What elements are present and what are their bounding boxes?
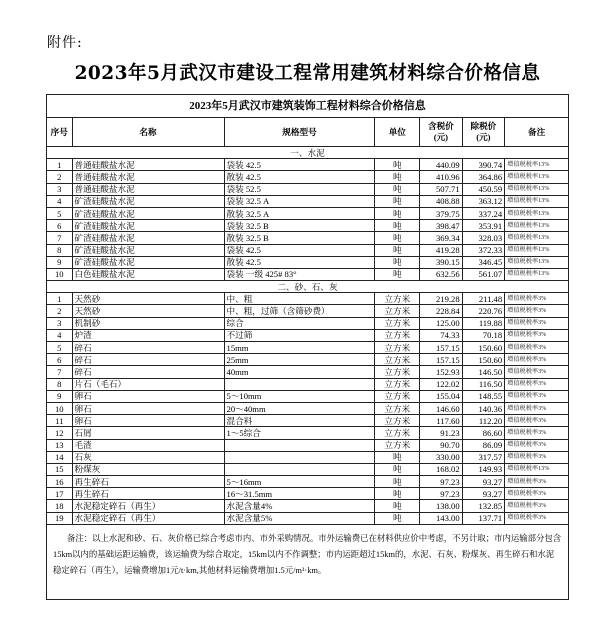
- header-no: 序号: [47, 118, 73, 147]
- cell-tax-excl: 146.50: [462, 366, 505, 378]
- cell-tax-incl: 122.02: [420, 378, 463, 390]
- cell-unit: 吨: [375, 207, 420, 219]
- cell-note: 增值税税率3%: [505, 305, 569, 317]
- cell-note: 增值税税率3%: [505, 402, 569, 414]
- cell-tax-excl: 93.27: [462, 476, 505, 488]
- cell-tax-incl: 146.60: [420, 402, 463, 414]
- cell-no: 1: [47, 293, 73, 305]
- cell-spec: 袋装 一级 425# 83°: [224, 268, 375, 280]
- cell-unit: 吨: [375, 463, 420, 475]
- cell-tax-excl: 119.88: [462, 317, 505, 329]
- section-header-row: [47, 147, 569, 159]
- cell-name: 矿渣硅酸盐水泥: [72, 220, 224, 232]
- table-row: [47, 463, 569, 475]
- cell-name: 天然砂: [72, 305, 224, 317]
- cell-name: 普通硅酸盐水泥: [72, 159, 224, 171]
- cell-name: 石灰: [72, 451, 224, 463]
- cell-unit: 吨: [375, 488, 420, 500]
- cell-spec: [224, 451, 375, 463]
- table-row: [47, 268, 569, 280]
- cell-unit: 吨: [375, 183, 420, 195]
- cell-tax-incl: 97.23: [420, 488, 463, 500]
- cell-tax-incl: 117.60: [420, 415, 463, 427]
- table-row: [47, 317, 569, 329]
- cell-name: 卵石: [72, 402, 224, 414]
- cell-spec: 25mm: [224, 354, 375, 366]
- cell-spec: 不过筛: [224, 329, 375, 341]
- cell-tax-excl: 372.33: [462, 244, 505, 256]
- table-row: [47, 244, 569, 256]
- table-row: [47, 293, 569, 305]
- cell-tax-excl: 137.71: [462, 512, 505, 524]
- cell-name: 卵石: [72, 415, 224, 427]
- cell-tax-excl: 450.59: [462, 183, 505, 195]
- cell-tax-excl: 140.36: [462, 402, 505, 414]
- cell-no: 9: [47, 256, 73, 268]
- table-row: [47, 390, 569, 402]
- cell-tax-incl: 138.00: [420, 500, 463, 512]
- header-note: 备注: [505, 118, 569, 147]
- cell-name: 白色硅酸盐水泥: [72, 268, 224, 280]
- cell-tax-excl: 148.55: [462, 390, 505, 402]
- cell-unit: 吨: [375, 195, 420, 207]
- cell-name: 矿渣硅酸盐水泥: [72, 244, 224, 256]
- cell-no: 3: [47, 317, 73, 329]
- cell-tax-incl: 390.15: [420, 256, 463, 268]
- cell-tax-excl: 317.57: [462, 451, 505, 463]
- cell-no: 11: [47, 415, 73, 427]
- cell-tax-incl: 379.75: [420, 207, 463, 219]
- cell-no: 4: [47, 195, 73, 207]
- table-row: [47, 183, 569, 195]
- cell-spec: 水泥含量4%: [224, 500, 375, 512]
- cell-tax-incl: 410.96: [420, 171, 463, 183]
- table-row: [47, 342, 569, 354]
- cell-tax-excl: 70.18: [462, 329, 505, 341]
- cell-note: 增值税税率3%: [505, 378, 569, 390]
- cell-no: 9: [47, 390, 73, 402]
- cell-no: 10: [47, 402, 73, 414]
- cell-no: 2: [47, 305, 73, 317]
- cell-unit: 立方米: [375, 293, 420, 305]
- cell-tax-incl: 157.15: [420, 354, 463, 366]
- cell-tax-incl: 408.88: [420, 195, 463, 207]
- cell-unit: 立方米: [375, 390, 420, 402]
- cell-no: 15: [47, 463, 73, 475]
- table-row: [47, 195, 569, 207]
- cell-name: 矿渣硅酸盐水泥: [72, 256, 224, 268]
- cell-tax-excl: 93.27: [462, 488, 505, 500]
- cell-note: 增值税税率3%: [505, 354, 569, 366]
- cell-note: 增值税税率3%: [505, 342, 569, 354]
- cell-unit: 吨: [375, 171, 420, 183]
- cell-spec: 15mm: [224, 342, 375, 354]
- cell-spec: 袋装 52.5: [224, 183, 375, 195]
- cell-unit: 吨: [375, 268, 420, 280]
- cell-name: 水泥稳定碎石（再生）: [72, 512, 224, 524]
- table-caption-row: [47, 95, 569, 118]
- cell-name: 矿渣硅酸盐水泥: [72, 232, 224, 244]
- section-header-row: [47, 281, 569, 293]
- cell-unit: 吨: [375, 256, 420, 268]
- cell-tax-incl: 168.02: [420, 463, 463, 475]
- cell-name: 天然砂: [72, 293, 224, 305]
- table-row: [47, 451, 569, 463]
- cell-note: 增值税税率13%: [505, 256, 569, 268]
- cell-unit: 立方米: [375, 354, 420, 366]
- table-row: [47, 415, 569, 427]
- cell-tax-excl: 328.03: [462, 232, 505, 244]
- cell-name: 石屑: [72, 427, 224, 439]
- header-spec: 规格型号: [224, 118, 375, 147]
- cell-unit: 立方米: [375, 342, 420, 354]
- cell-tax-excl: 390.74: [462, 159, 505, 171]
- table-row: [47, 427, 569, 439]
- cell-name: 片石（毛石）: [72, 378, 224, 390]
- cell-spec: 1～5综合: [224, 427, 375, 439]
- cell-name: 粉煤灰: [72, 463, 224, 475]
- cell-unit: 立方米: [375, 378, 420, 390]
- cell-spec: 混合料: [224, 415, 375, 427]
- table-row: [47, 402, 569, 414]
- cell-tax-incl: 440.09: [420, 159, 463, 171]
- cell-note: 增值税税率13%: [505, 232, 569, 244]
- cell-tax-incl: 155.04: [420, 390, 463, 402]
- section-title: 二、砂、石、灰: [47, 281, 569, 293]
- cell-spec: 中、粗，过筛（含筛砂费）: [224, 305, 375, 317]
- cell-unit: 立方米: [375, 439, 420, 451]
- cell-unit: 吨: [375, 232, 420, 244]
- cell-note: 增值税税率3%: [505, 317, 569, 329]
- table-row: [47, 476, 569, 488]
- table-row: [47, 378, 569, 390]
- header-unit: 单位: [375, 118, 420, 147]
- cell-spec: 中、粗: [224, 293, 375, 305]
- cell-note: 增值税税率13%: [505, 159, 569, 171]
- header-name: 名称: [72, 118, 224, 147]
- cell-note: 增值税税率13%: [505, 268, 569, 280]
- cell-no: 2: [47, 171, 73, 183]
- cell-spec: 散装 42.5: [224, 171, 375, 183]
- cell-tax-excl: 150.60: [462, 342, 505, 354]
- table-row: [47, 171, 569, 183]
- cell-unit: 立方米: [375, 402, 420, 414]
- table-row: [47, 354, 569, 366]
- cell-name: 矿渣硅酸盐水泥: [72, 195, 224, 207]
- cell-tax-excl: 112.20: [462, 415, 505, 427]
- table-row: [47, 488, 569, 500]
- cell-no: 13: [47, 439, 73, 451]
- cell-spec: 5～10mm: [224, 390, 375, 402]
- cell-tax-excl: 150.60: [462, 354, 505, 366]
- cell-spec: 散装 42.5: [224, 256, 375, 268]
- cell-note: 增值税税率13%: [505, 244, 569, 256]
- table-row: [47, 305, 569, 317]
- cell-no: 8: [47, 378, 73, 390]
- footnote: 备注：以上水泥和砂、石、灰价格已综合考虑市内、市外采购情况。市外运输费已在材料供应价中考虑，不另计取；市内运输部分包含15km以内的基础运距运输费，该运输费为综合取定，15km以内不作调整；市内运距超过15km的，水泥、石灰、粉煤灰、再生碎石和水泥稳定碎石（再生），运输费增加1元/t·km,其他材料运输费增加1.5元/m³·km。: [47, 524, 569, 599]
- cell-unit: 吨: [375, 159, 420, 171]
- cell-no: 17: [47, 488, 73, 500]
- cell-tax-excl: 149.93: [462, 463, 505, 475]
- cell-name: 机制砂: [72, 317, 224, 329]
- cell-note: 增值税税率3%: [505, 488, 569, 500]
- cell-no: 5: [47, 207, 73, 219]
- cell-note: 增值税税率3%: [505, 427, 569, 439]
- cell-tax-incl: 152.93: [420, 366, 463, 378]
- cell-note: 增值税税率13%: [505, 183, 569, 195]
- cell-name: 碎石: [72, 366, 224, 378]
- cell-unit: 立方米: [375, 427, 420, 439]
- cell-note: 增值税税率3%: [505, 500, 569, 512]
- cell-note: 增值税税率3%: [505, 476, 569, 488]
- cell-name: 碎石: [72, 354, 224, 366]
- table-row: [47, 512, 569, 524]
- cell-tax-excl: 220.76: [462, 305, 505, 317]
- cell-tax-excl: 363.12: [462, 195, 505, 207]
- table-row: [47, 159, 569, 171]
- cell-note: 增值税税率13%: [505, 195, 569, 207]
- section-title: 一、水泥: [47, 147, 569, 159]
- cell-tax-excl: 86.60: [462, 427, 505, 439]
- cell-no: 19: [47, 512, 73, 524]
- cell-tax-incl: 97.23: [420, 476, 463, 488]
- cell-spec: 20～40mm: [224, 402, 375, 414]
- cell-note: 增值税税率3%: [505, 451, 569, 463]
- cell-no: 1: [47, 159, 73, 171]
- cell-name: 卵石: [72, 390, 224, 402]
- cell-name: 碎石: [72, 342, 224, 354]
- cell-tax-incl: 632.56: [420, 268, 463, 280]
- cell-note: 增值税税率13%: [505, 463, 569, 475]
- cell-unit: 吨: [375, 220, 420, 232]
- cell-tax-excl: 346.45: [462, 256, 505, 268]
- cell-tax-incl: 419.28: [420, 244, 463, 256]
- table-row: [47, 256, 569, 268]
- cell-note: 增值税税率3%: [505, 366, 569, 378]
- document-title: 2023年5月武汉市建设工程常用建筑材料综合价格信息: [74, 63, 541, 84]
- cell-name: 炉渣: [72, 329, 224, 341]
- cell-no: 16: [47, 476, 73, 488]
- cell-unit: 立方米: [375, 366, 420, 378]
- cell-note: 增值税税率3%: [505, 293, 569, 305]
- cell-tax-excl: 132.85: [462, 500, 505, 512]
- cell-name: 普通硅酸盐水泥: [72, 183, 224, 195]
- cell-no: 10: [47, 268, 73, 280]
- table-row: [47, 232, 569, 244]
- cell-unit: 立方米: [375, 415, 420, 427]
- cell-name: 毛渣: [72, 439, 224, 451]
- cell-spec: 袋装 42.5: [224, 159, 375, 171]
- cell-no: 7: [47, 232, 73, 244]
- cell-unit: 吨: [375, 500, 420, 512]
- cell-tax-excl: 211.48: [462, 293, 505, 305]
- cell-tax-incl: 330.00: [420, 451, 463, 463]
- cell-unit: 吨: [375, 451, 420, 463]
- table-row: [47, 207, 569, 219]
- cell-no: 4: [47, 329, 73, 341]
- cell-spec: [224, 378, 375, 390]
- cell-unit: 立方米: [375, 305, 420, 317]
- cell-no: 3: [47, 183, 73, 195]
- cell-note: 增值税税率3%: [505, 415, 569, 427]
- table-row: [47, 439, 569, 451]
- cell-tax-incl: 125.00: [420, 317, 463, 329]
- cell-no: 12: [47, 427, 73, 439]
- cell-unit: 吨: [375, 512, 420, 524]
- cell-no: 14: [47, 451, 73, 463]
- cell-note: 增值税税率13%: [505, 207, 569, 219]
- cell-spec: 40mm: [224, 366, 375, 378]
- cell-spec: 散装 32.5 A: [224, 207, 375, 219]
- cell-tax-incl: 74.33: [420, 329, 463, 341]
- cell-spec: 袋装 32.5 A: [224, 195, 375, 207]
- cell-no: 8: [47, 244, 73, 256]
- cell-spec: 袋装 32.5 B: [224, 220, 375, 232]
- cell-name: 水泥稳定碎石（再生）: [72, 500, 224, 512]
- cell-no: 18: [47, 500, 73, 512]
- cell-tax-excl: 116.50: [462, 378, 505, 390]
- table-row: [47, 500, 569, 512]
- cell-tax-excl: 561.07: [462, 268, 505, 280]
- cell-spec: 散装 32.5 B: [224, 232, 375, 244]
- cell-name: 再生碎石: [72, 488, 224, 500]
- cell-tax-incl: 228.84: [420, 305, 463, 317]
- cell-name: 矿渣硅酸盐水泥: [72, 207, 224, 219]
- cell-note: 增值税税率13%: [505, 220, 569, 232]
- cell-spec: 水泥含量5%: [224, 512, 375, 524]
- header-tax-excl: 除税价 (元): [462, 118, 505, 147]
- cell-tax-excl: 337.24: [462, 207, 505, 219]
- cell-tax-incl: 398.47: [420, 220, 463, 232]
- cell-no: 5: [47, 342, 73, 354]
- cell-tax-incl: 91.23: [420, 427, 463, 439]
- cell-unit: 立方米: [375, 317, 420, 329]
- cell-spec: 袋装 42.5: [224, 244, 375, 256]
- table-row: [47, 220, 569, 232]
- cell-tax-incl: 157.15: [420, 342, 463, 354]
- cell-note: 增值税税率3%: [505, 512, 569, 524]
- cell-note: 增值税税率3%: [505, 390, 569, 402]
- table-row: [47, 366, 569, 378]
- cell-tax-incl: 143.00: [420, 512, 463, 524]
- header-tax-incl: 含税价 (元): [420, 118, 463, 147]
- cell-tax-incl: 507.71: [420, 183, 463, 195]
- attachment-label: 附件:: [47, 35, 83, 51]
- cell-name: 普通硅酸盐水泥: [72, 171, 224, 183]
- cell-unit: 吨: [375, 244, 420, 256]
- cell-note: 增值税税率3%: [505, 329, 569, 341]
- cell-tax-incl: 219.28: [420, 293, 463, 305]
- cell-name: 再生碎石: [72, 476, 224, 488]
- footnote-row: [47, 524, 569, 599]
- cell-spec: [224, 463, 375, 475]
- cell-no: 6: [47, 354, 73, 366]
- cell-tax-excl: 364.86: [462, 171, 505, 183]
- cell-note: 增值税税率3%: [505, 439, 569, 451]
- cell-unit: 立方米: [375, 329, 420, 341]
- cell-tax-excl: 86.09: [462, 439, 505, 451]
- cell-unit: 吨: [375, 476, 420, 488]
- cell-spec: 综合: [224, 317, 375, 329]
- cell-spec: 16～31.5mm: [224, 488, 375, 500]
- cell-spec: 5～16mm: [224, 476, 375, 488]
- cell-no: 6: [47, 220, 73, 232]
- cell-spec: [224, 439, 375, 451]
- cell-tax-incl: 90.70: [420, 439, 463, 451]
- cell-tax-incl: 369.34: [420, 232, 463, 244]
- table-header-row: [47, 118, 569, 147]
- table-caption: 2023年5月武汉市建筑装饰工程材料综合价格信息: [47, 95, 569, 118]
- price-table: [46, 94, 569, 600]
- cell-no: 7: [47, 366, 73, 378]
- cell-tax-excl: 353.91: [462, 220, 505, 232]
- table-row: [47, 329, 569, 341]
- cell-note: 增值税税率13%: [505, 171, 569, 183]
